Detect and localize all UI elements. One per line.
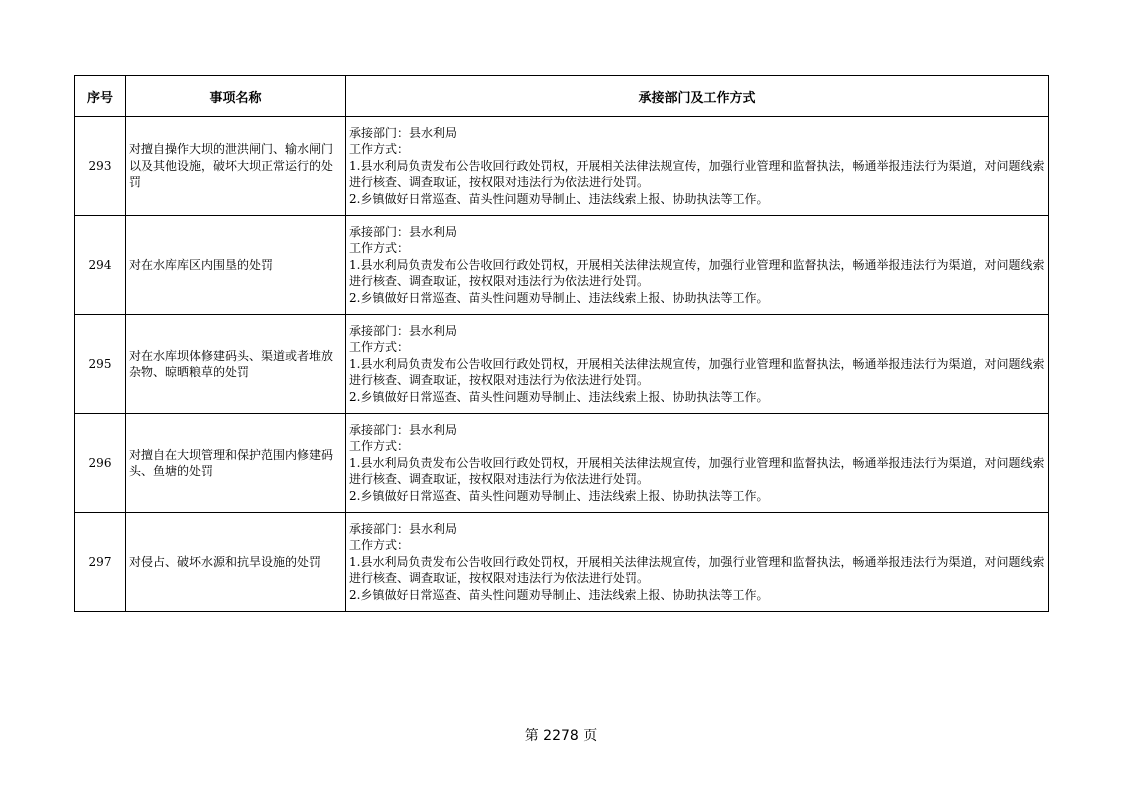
row-item-1: 1.县水利局负责发布公告收回行政处罚权，开展相关法律法规宣传，加强行业管理和监督执法，畅通举报违法行为渠道，对问题线索进行核查、调查取证，按权限对违法行为依法进行处罚。 (349, 554, 1045, 586)
row-name: 对擅自在大坝管理和保护范围内修建码头、鱼塘的处罚 (126, 414, 346, 513)
header-dept: 承接部门及工作方式 (346, 76, 1049, 117)
row-item-1: 1.县水利局负责发布公告收回行政处罚权，开展相关法律法规宣传，加强行业管理和监督执法，畅通举报违法行为渠道，对问题线索进行核查、调查取证，按权限对违法行为依法进行处罚。 (349, 455, 1045, 487)
row-item-1: 1.县水利局负责发布公告收回行政处罚权，开展相关法律法规宣传，加强行业管理和监督执法，畅通举报违法行为渠道，对问题线索进行核查、调查取证，按权限对违法行为依法进行处罚。 (349, 158, 1045, 190)
row-method: 工作方式： (349, 241, 410, 256)
row-name: 对在水库坝体修建码头、渠道或者堆放杂物、晾晒粮草的处罚 (126, 315, 346, 414)
row-method: 工作方式： (349, 142, 410, 157)
row-item-2: 2.乡镇做好日常巡查、苗头性问题劝导制止、违法线索上报、协助执法等工作。 (349, 587, 769, 602)
table-row (75, 216, 1049, 315)
row-dept: 承接部门：县水利局 (349, 224, 458, 239)
page-number: 第 2278 页 (524, 728, 598, 744)
row-item-2: 2.乡镇做好日常巡查、苗头性问题劝导制止、违法线索上报、协助执法等工作。 (349, 488, 769, 503)
row-name: 对侵占、破坏水源和抗旱设施的处罚 (126, 513, 346, 612)
row-seq: 296 (75, 414, 126, 513)
table-row (75, 315, 1049, 414)
row-dept-cell (346, 117, 1049, 216)
row-dept: 承接部门：县水利局 (349, 521, 458, 536)
table-header-row (75, 76, 1049, 117)
row-seq: 295 (75, 315, 126, 414)
table-row (75, 117, 1049, 216)
row-item-2: 2.乡镇做好日常巡查、苗头性问题劝导制止、违法线索上报、协助执法等工作。 (349, 389, 769, 404)
row-dept: 承接部门：县水利局 (349, 125, 458, 140)
row-item-2: 2.乡镇做好日常巡查、苗头性问题劝导制止、违法线索上报、协助执法等工作。 (349, 290, 769, 305)
row-dept: 承接部门：县水利局 (349, 323, 458, 338)
row-method: 工作方式： (349, 439, 410, 454)
row-dept-cell (346, 216, 1049, 315)
table-row (75, 513, 1049, 612)
row-dept-cell (346, 315, 1049, 414)
row-dept-cell (346, 513, 1049, 612)
row-seq: 294 (75, 216, 126, 315)
row-item-2: 2.乡镇做好日常巡查、苗头性问题劝导制止、违法线索上报、协助执法等工作。 (349, 191, 769, 206)
row-name: 对在水库库区内围垦的处罚 (126, 216, 346, 315)
header-name: 事项名称 (126, 76, 346, 117)
row-seq: 293 (75, 117, 126, 216)
matters-table (74, 75, 1049, 612)
row-name: 对擅自操作大坝的泄洪闸门、输水闸门以及其他设施，破坏大坝正常运行的处罚 (126, 117, 346, 216)
row-item-1: 1.县水利局负责发布公告收回行政处罚权，开展相关法律法规宣传，加强行业管理和监督执法，畅通举报违法行为渠道，对问题线索进行核查、调查取证，按权限对违法行为依法进行处罚。 (349, 356, 1045, 388)
row-seq: 297 (75, 513, 126, 612)
header-seq: 序号 (75, 76, 126, 117)
row-item-1: 1.县水利局负责发布公告收回行政处罚权，开展相关法律法规宣传，加强行业管理和监督执法，畅通举报违法行为渠道，对问题线索进行核查、调查取证，按权限对违法行为依法进行处罚。 (349, 257, 1045, 289)
row-method: 工作方式： (349, 538, 410, 553)
row-method: 工作方式： (349, 340, 410, 355)
row-dept: 承接部门：县水利局 (349, 422, 458, 437)
table-row (75, 414, 1049, 513)
row-dept-cell (346, 414, 1049, 513)
